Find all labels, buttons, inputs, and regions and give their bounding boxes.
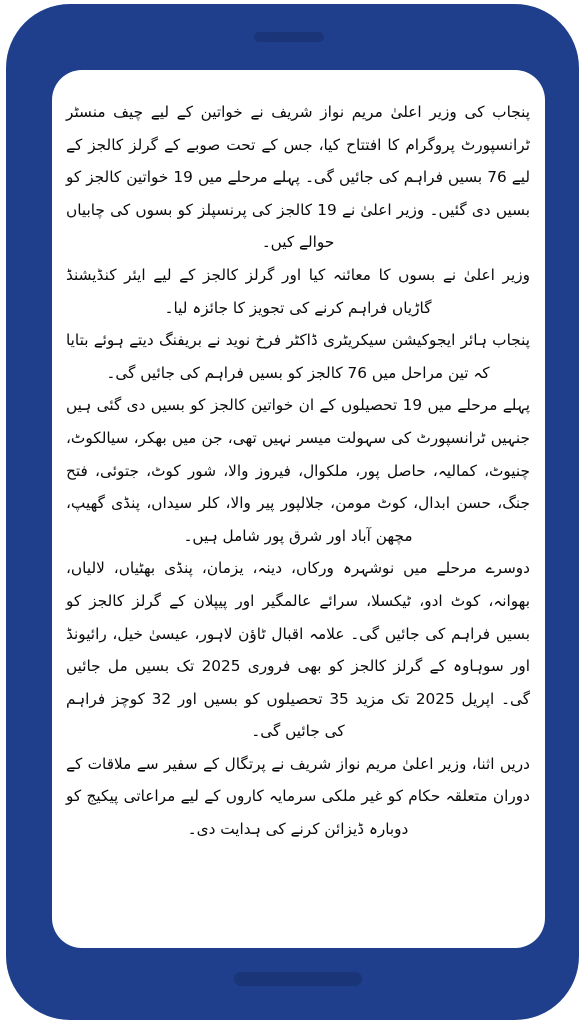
article-paragraph-6: دریں اثنا، وزیر اعلیٰ مریم نواز شریف نے پرتگال کے سفیر سے ملاقات کے دوران متعلقہ حکام کو غیر ملکی سرمایہ کاروں کے لیے مراعاتی پیکیج کو دوبارہ ڈیزائن کرنے کی ہدایت دی۔: [66, 754, 530, 839]
speaker-notch: [254, 32, 324, 42]
phone-frame: [6, 4, 579, 1020]
home-indicator-bar[interactable]: [234, 972, 362, 986]
phone-screen: [52, 70, 545, 948]
news-article: [66, 96, 530, 846]
article-paragraph-1: پنجاب کی وزیر اعلیٰ مریم نواز شریف نے خواتین کے لیے چیف منسٹر ٹرانسپورٹ پروگرام کا افتتاح کیا، جس کے تحت صوبے کے گرلز کالجز کے لیے 76 بسیں فراہم کی جائیں گی۔ پہلے مرحلے میں 19 خواتین کالجز کو بسیں دی گئیں۔ وزیر اعلیٰ نے 19 کالجز کی پرنسپلز کو بسوں کی چابیاں حوالے کیں۔: [66, 103, 530, 252]
article-paragraph-5: دوسرے مرحلے میں نوشہرہ ورکاں، دینہ، یزمان، پنڈی بھٹیاں، لالیاں، بھوانہ، کوٹ ادو، ٹیکسلا، سرائے عالمگیر اور پیپلان کے گرلز کالجز کو بسیں فراہم کی جائیں گی۔ علامہ اقبال ٹاؤن لاہور، عیسیٰ خیل، رائیونڈ اور سوہاوہ کے گرلز کالجز کو بھی فروری 2025 تک بسیں مل جائیں گی۔ اپریل 2025 تک مزید 35 تحصیلوں کو بسیں اور 32 کوچز فراہم کی جائیں گی۔: [66, 559, 530, 741]
article-paragraph-4: پہلے مرحلے میں 19 تحصیلوں کے ان خواتین کالجز کو بسیں دی گئی ہیں جنہیں ٹرانسپورٹ کی سہولت میسر نہیں تھی، جن میں بھکر، سیالکوٹ، چنیوٹ، کمالیہ، حاصل پور، ملکوال، فیروز والا، شور کوٹ، جتوئی، فتح جنگ، حسن ابدال، کوٹ مومن، جلالپور پیر والا، کلر سیداں، پنڈی گھیپ، مچھن آباد اور شرق پور شامل ہیں۔: [66, 396, 530, 545]
article-paragraph-3: پنجاب ہائر ایجوکیشن سیکریٹری ڈاکٹر فرخ نوید نے بریفنگ دیتے ہوئے بتایا کہ تین مراحل میں 76 کالجز کو بسیں فراہم کی جائیں گی۔: [66, 331, 530, 382]
article-paragraph-2: وزیر اعلیٰ نے بسوں کا معائنہ کیا اور گرلز کالجز کے لیے ایئر کنڈیشنڈ گاڑیاں فراہم کرنے کی تجویز کا جائزہ لیا۔: [66, 265, 530, 317]
